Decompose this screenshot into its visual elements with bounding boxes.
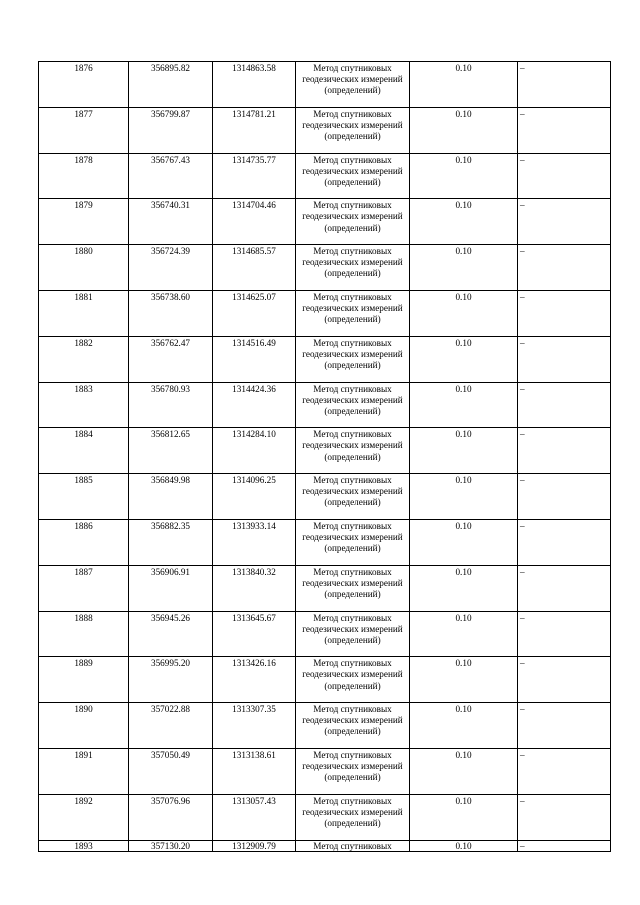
x-coordinate-cell: 357130.20 — [129, 840, 213, 851]
accuracy-cell: 0.10 — [410, 657, 518, 703]
method-cell: Метод спутниковых — [296, 840, 410, 851]
table-row — [39, 703, 611, 749]
x-coordinate-cell: 357050.49 — [129, 748, 213, 794]
accuracy-cell: 0.10 — [410, 336, 518, 382]
x-coordinate-cell: 356945.26 — [129, 611, 213, 657]
description-cell: – — [518, 290, 611, 336]
description-cell: – — [518, 657, 611, 703]
description-cell: – — [518, 199, 611, 245]
x-coordinate-cell: 356895.82 — [129, 62, 213, 108]
description-cell: – — [518, 336, 611, 382]
method-cell: Метод спутниковых геодезических измерений (определений) — [296, 336, 410, 382]
table-row — [39, 107, 611, 153]
x-coordinate-cell: 356812.65 — [129, 428, 213, 474]
y-coordinate-cell: 1313933.14 — [213, 519, 296, 565]
description-cell: – — [518, 794, 611, 840]
table-row — [39, 519, 611, 565]
method-cell: Метод спутниковых геодезических измерений (определений) — [296, 107, 410, 153]
accuracy-cell: 0.10 — [410, 794, 518, 840]
accuracy-cell: 0.10 — [410, 62, 518, 108]
description-cell: – — [518, 428, 611, 474]
method-cell: Метод спутниковых геодезических измерений (определений) — [296, 153, 410, 199]
point-number-cell: 1884 — [39, 428, 129, 474]
accuracy-cell: 0.10 — [410, 382, 518, 428]
method-cell: Метод спутниковых геодезических измерений (определений) — [296, 245, 410, 291]
description-cell: – — [518, 519, 611, 565]
x-coordinate-cell: 356780.93 — [129, 382, 213, 428]
description-cell: – — [518, 245, 611, 291]
description-cell: – — [518, 153, 611, 199]
point-number-cell: 1880 — [39, 245, 129, 291]
method-cell: Метод спутниковых геодезических измерений (определений) — [296, 703, 410, 749]
method-cell: Метод спутниковых геодезических измерений (определений) — [296, 565, 410, 611]
method-cell: Метод спутниковых геодезических измерений (определений) — [296, 474, 410, 520]
x-coordinate-cell: 356740.31 — [129, 199, 213, 245]
accuracy-cell: 0.10 — [410, 153, 518, 199]
accuracy-cell: 0.10 — [410, 703, 518, 749]
method-cell: Метод спутниковых геодезических измерений (определений) — [296, 382, 410, 428]
point-number-cell: 1876 — [39, 62, 129, 108]
table-row — [39, 748, 611, 794]
accuracy-cell: 0.10 — [410, 611, 518, 657]
accuracy-cell: 0.10 — [410, 199, 518, 245]
point-number-cell: 1887 — [39, 565, 129, 611]
accuracy-cell: 0.10 — [410, 519, 518, 565]
point-number-cell: 1891 — [39, 748, 129, 794]
x-coordinate-cell: 356762.47 — [129, 336, 213, 382]
method-cell: Метод спутниковых геодезических измерений (определений) — [296, 657, 410, 703]
point-number-cell: 1878 — [39, 153, 129, 199]
point-number-cell: 1888 — [39, 611, 129, 657]
x-coordinate-cell: 356882.35 — [129, 519, 213, 565]
y-coordinate-cell: 1314735.77 — [213, 153, 296, 199]
table-row — [39, 428, 611, 474]
point-number-cell: 1885 — [39, 474, 129, 520]
y-coordinate-cell: 1314704.46 — [213, 199, 296, 245]
description-cell: – — [518, 62, 611, 108]
point-number-cell: 1877 — [39, 107, 129, 153]
accuracy-cell: 0.10 — [410, 840, 518, 851]
y-coordinate-cell: 1313840.32 — [213, 565, 296, 611]
table-row — [39, 474, 611, 520]
point-number-cell: 1889 — [39, 657, 129, 703]
method-cell: Метод спутниковых геодезических измерений (определений) — [296, 62, 410, 108]
point-number-cell: 1881 — [39, 290, 129, 336]
coordinates-table — [38, 61, 611, 852]
method-cell: Метод спутниковых геодезических измерений (определений) — [296, 794, 410, 840]
point-number-cell: 1879 — [39, 199, 129, 245]
method-cell: Метод спутниковых геодезических измерений (определений) — [296, 611, 410, 657]
method-cell: Метод спутниковых геодезических измерений (определений) — [296, 199, 410, 245]
y-coordinate-cell: 1314781.21 — [213, 107, 296, 153]
table-row — [39, 611, 611, 657]
point-number-cell: 1893 — [39, 840, 129, 851]
accuracy-cell: 0.10 — [410, 565, 518, 611]
table-row — [39, 62, 611, 108]
table-row — [39, 290, 611, 336]
accuracy-cell: 0.10 — [410, 245, 518, 291]
point-number-cell: 1883 — [39, 382, 129, 428]
point-number-cell: 1892 — [39, 794, 129, 840]
table-row — [39, 199, 611, 245]
table-row — [39, 794, 611, 840]
point-number-cell: 1882 — [39, 336, 129, 382]
y-coordinate-cell: 1313307.35 — [213, 703, 296, 749]
x-coordinate-cell: 356767.43 — [129, 153, 213, 199]
description-cell: – — [518, 474, 611, 520]
description-cell: – — [518, 611, 611, 657]
method-cell: Метод спутниковых геодезических измерений (определений) — [296, 748, 410, 794]
x-coordinate-cell: 356738.60 — [129, 290, 213, 336]
x-coordinate-cell: 356906.91 — [129, 565, 213, 611]
x-coordinate-cell: 357076.96 — [129, 794, 213, 840]
accuracy-cell: 0.10 — [410, 107, 518, 153]
x-coordinate-cell: 356995.20 — [129, 657, 213, 703]
y-coordinate-cell: 1314516.49 — [213, 336, 296, 382]
y-coordinate-cell: 1313057.43 — [213, 794, 296, 840]
table-row — [39, 153, 611, 199]
description-cell: – — [518, 107, 611, 153]
accuracy-cell: 0.10 — [410, 748, 518, 794]
point-number-cell: 1886 — [39, 519, 129, 565]
y-coordinate-cell: 1313138.61 — [213, 748, 296, 794]
y-coordinate-cell: 1314625.07 — [213, 290, 296, 336]
table-row — [39, 565, 611, 611]
accuracy-cell: 0.10 — [410, 474, 518, 520]
y-coordinate-cell: 1314863.58 — [213, 62, 296, 108]
table-row — [39, 245, 611, 291]
y-coordinate-cell: 1314424.36 — [213, 382, 296, 428]
y-coordinate-cell: 1314096.25 — [213, 474, 296, 520]
point-number-cell: 1890 — [39, 703, 129, 749]
x-coordinate-cell: 356724.39 — [129, 245, 213, 291]
x-coordinate-cell: 356849.98 — [129, 474, 213, 520]
description-cell: – — [518, 748, 611, 794]
accuracy-cell: 0.10 — [410, 290, 518, 336]
description-cell: – — [518, 565, 611, 611]
method-cell: Метод спутниковых геодезических измерений (определений) — [296, 428, 410, 474]
y-coordinate-cell: 1313645.67 — [213, 611, 296, 657]
description-cell: – — [518, 382, 611, 428]
y-coordinate-cell: 1312909.79 — [213, 840, 296, 851]
method-cell: Метод спутниковых геодезических измерений (определений) — [296, 519, 410, 565]
x-coordinate-cell: 357022.88 — [129, 703, 213, 749]
description-cell: – — [518, 703, 611, 749]
method-cell: Метод спутниковых геодезических измерений (определений) — [296, 290, 410, 336]
y-coordinate-cell: 1314284.10 — [213, 428, 296, 474]
table-row — [39, 382, 611, 428]
y-coordinate-cell: 1313426.16 — [213, 657, 296, 703]
table-row — [39, 840, 611, 851]
accuracy-cell: 0.10 — [410, 428, 518, 474]
y-coordinate-cell: 1314685.57 — [213, 245, 296, 291]
description-cell: – — [518, 840, 611, 851]
table-row — [39, 336, 611, 382]
table-row — [39, 657, 611, 703]
coordinates-table-body — [39, 62, 611, 852]
x-coordinate-cell: 356799.87 — [129, 107, 213, 153]
